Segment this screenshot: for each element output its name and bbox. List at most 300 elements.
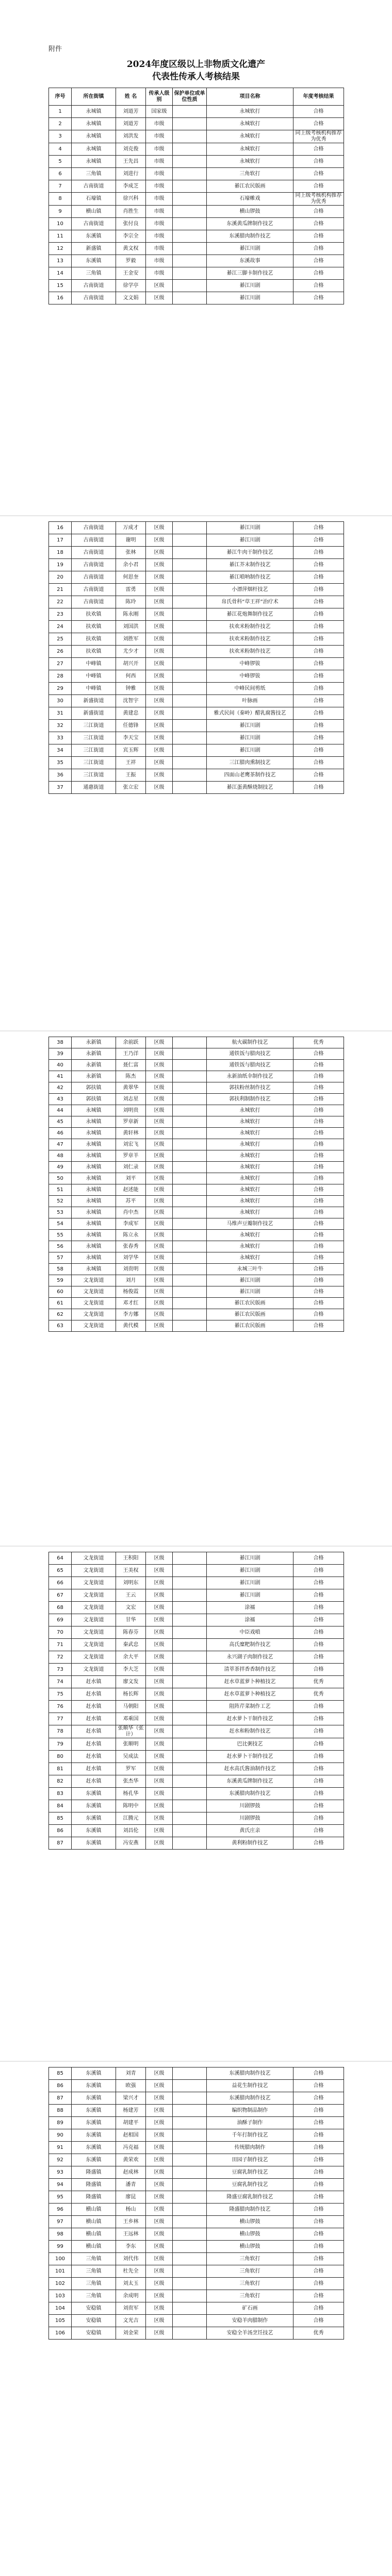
row-index: 9 [49,206,72,218]
row-unit [173,732,207,744]
row-name: 陈明中 [116,1800,146,1812]
row-project: 永城软打 [207,143,293,156]
row-index: 87 [49,1837,72,1850]
row-unit [173,2117,207,2129]
row-town: 永城镇 [72,1207,116,1218]
row-index: 80 [49,1751,72,1763]
row-result: 合格 [293,156,344,168]
row-project: 通铁饭与腊肉技艺 [207,1048,293,1060]
row-unit [173,683,207,695]
row-project: 綦江川剧 [207,1552,293,1565]
row-level: 区级 [146,670,173,683]
table-row [49,168,344,180]
row-result: 合格 [293,1286,344,1298]
row-name: 王先昌 [116,156,146,168]
row-town: 赶水镇 [72,1688,116,1701]
row-index: 99 [49,2241,72,2253]
row-result: 优秀 [293,1676,344,1688]
row-project: 东溪腊肉制作技艺 [207,2067,293,2080]
row-project: 綦江川剧 [207,744,293,757]
table-row [49,1320,344,1332]
row-result: 合格 [293,2105,344,2117]
table-row [49,658,344,670]
row-level: 区级 [146,1664,173,1676]
row-name: 李天宝 [116,732,146,744]
table-row [49,1173,344,1184]
row-level: 区级 [146,1060,173,1071]
row-result: 合格 [293,1071,344,1082]
table-row [49,2216,344,2228]
row-result: 合格 [293,1252,344,1264]
row-level: 区级 [146,2265,173,2278]
row-index: 32 [49,720,72,732]
row-result: 合格 [293,180,344,193]
row-project: 赶水和粉制作技艺 [207,1725,293,1738]
table-row [49,547,344,559]
row-level: 区级 [146,769,173,782]
row-project: 永城软打 [207,1128,293,1139]
row-index: 57 [49,1252,72,1264]
row-index: 86 [49,2080,72,2092]
row-project: 帛氏骨科“草王祥”治疗术 [207,596,293,608]
row-name: 潘青 [116,2179,146,2191]
row-result: 合格 [293,1116,344,1128]
row-result: 合格 [293,1196,344,1207]
row-project: 綦江川剧 [207,732,293,744]
row-index: 20 [49,571,72,584]
row-town: 东溪镇 [72,2092,116,2105]
row-town: 古南街道 [72,534,116,547]
row-name: 谢明 [116,534,146,547]
table-row [49,193,344,206]
row-project: 永城软打 [207,156,293,168]
row-level: 区级 [146,1800,173,1812]
row-level: 区级 [146,1320,173,1332]
row-project: 永城软打 [207,130,293,143]
row-project: 綦江川剧 [207,720,293,732]
table-row [49,1264,344,1275]
table-row [49,118,344,130]
table-row [49,1602,344,1614]
row-town: 赶水镇 [72,1701,116,1713]
row-level: 区级 [146,1614,173,1626]
row-unit [173,1264,207,1275]
row-unit [173,1048,207,1060]
row-name: 刘胜军 [116,633,146,646]
row-result: 合格 [293,267,344,280]
table-row [49,267,344,280]
table-row [49,106,344,118]
table-row [49,1071,344,1082]
row-project: 通铁饭与腊肉技艺 [207,1060,293,1071]
row-index: 48 [49,1150,72,1162]
table-row [49,1577,344,1589]
row-unit [173,2092,207,2105]
row-level: 区级 [146,1298,173,1309]
row-level: 区级 [146,2105,173,2117]
table-row [49,732,344,744]
row-level: 区级 [146,646,173,658]
row-project: 小漂萍烟杆技艺 [207,584,293,596]
row-result: 合格 [293,1298,344,1309]
table-row [49,156,344,168]
row-result: 合格 [293,1230,344,1241]
row-project: 中峰民间剪纸 [207,683,293,695]
row-name: 余前跃 [116,1037,146,1048]
row-town: 隆盛镇 [72,2166,116,2179]
row-project: 横山锣鼓 [207,2216,293,2228]
row-unit [173,757,207,769]
row-project: 川剧锣鼓 [207,1812,293,1825]
page-4 [0,1547,392,2061]
row-index: 23 [49,608,72,621]
row-result: 合格 [293,707,344,720]
row-town: 东溪镇 [72,2117,116,2129]
row-level: 区级 [146,1688,173,1701]
row-level: 区级 [146,1162,173,1173]
row-project: 高氏糜粑制作技艺 [207,1639,293,1651]
row-town: 文龙街道 [72,1577,116,1589]
header-result: 年度考核结果 [293,88,344,106]
row-result: 合格 [293,118,344,130]
row-result: 合格 [293,1614,344,1626]
row-project: 永城软打 [207,1150,293,1162]
row-index: 104 [49,2302,72,2315]
header-index: 序号 [49,88,72,106]
row-index: 58 [49,1264,72,1275]
row-unit [173,534,207,547]
row-result: 合格 [293,559,344,571]
row-town: 文龙街道 [72,1664,116,1676]
row-unit [173,243,207,255]
row-level: 区级 [146,1701,173,1713]
row-index: 88 [49,2105,72,2117]
table-row [49,1589,344,1602]
table-row [49,2166,344,2179]
table-row [49,769,344,782]
row-name: 李方娜 [116,1309,146,1320]
table-row [49,1184,344,1196]
row-index: 33 [49,732,72,744]
row-result: 合格 [293,218,344,230]
row-index: 7 [49,180,72,193]
row-town: 隆盛镇 [72,2179,116,2191]
row-level: 区级 [146,2204,173,2216]
row-index: 89 [49,2117,72,2129]
row-name: 罗章新 [116,1116,146,1128]
row-index: 85 [49,2067,72,2080]
row-name: 文文娟 [116,292,146,304]
row-level: 区级 [146,2154,173,2166]
row-town: 三江街道 [72,744,116,757]
row-name: 李成军 [116,1218,146,1230]
row-unit [173,1230,207,1241]
row-level: 市级 [146,218,173,230]
row-unit [173,2080,207,2092]
results-table-page-5 [48,2067,344,2340]
row-name: 杨长辉 [116,1688,146,1701]
row-project: 赶水萝卜干制作技艺 [207,1751,293,1763]
row-result: 合格 [293,230,344,243]
row-project: 永城软打 [207,1139,293,1150]
row-index: 14 [49,267,72,280]
row-level: 区级 [146,292,173,304]
row-project: 黄利粉制作技艺 [207,1837,293,1850]
row-result: 合格 [293,2241,344,2253]
row-town: 三角镇 [72,2253,116,2265]
row-name: 张立宏 [116,782,146,794]
row-index: 101 [49,2265,72,2278]
row-name: 刘进行 [116,168,146,180]
row-unit [173,658,207,670]
row-project: 豆腐乳制作技艺 [207,2179,293,2191]
row-town: 扶欢镇 [72,621,116,633]
row-name: 黄代模 [116,1320,146,1332]
row-index: 72 [49,1651,72,1664]
row-name: 冯克福 [116,2142,146,2154]
table-row [49,1565,344,1577]
table-row [49,1763,344,1775]
row-town: 郭扶镇 [72,1082,116,1094]
table-row [49,1788,344,1800]
row-project: 綦江农民版画 [207,1320,293,1332]
row-name: 钟雅 [116,683,146,695]
row-result: 合格 [293,1128,344,1139]
row-level: 区级 [146,1837,173,1850]
row-result: 合格 [293,547,344,559]
table-row [49,633,344,646]
row-name: 万成才 [116,522,146,534]
row-unit [173,230,207,243]
row-level: 市级 [146,193,173,206]
row-project: 东溪腊肉制作技艺 [207,2092,293,2105]
row-result: 合格 [293,1275,344,1286]
row-unit [173,2204,207,2216]
row-town: 文龙街道 [72,1565,116,1577]
row-index: 42 [49,1082,72,1094]
row-project: 横山锣鼓 [207,2228,293,2241]
row-unit [173,1298,207,1309]
row-unit [173,1800,207,1812]
row-town: 文龙街道 [72,1589,116,1602]
row-town: 新盛街道 [72,695,116,707]
row-index: 6 [49,168,72,180]
row-project: 永城软打 [207,1207,293,1218]
row-index: 13 [49,255,72,267]
row-town: 文龙街道 [72,1286,116,1298]
row-unit [173,646,207,658]
row-town: 东溪镇 [72,2080,116,2092]
table-row [49,1837,344,1850]
row-project: 益花生制作技艺 [207,2080,293,2092]
row-name: 王云 [116,1589,146,1602]
row-result: 合格 [293,1264,344,1275]
row-level: 区级 [146,1751,173,1763]
row-unit [173,1241,207,1252]
row-index: 30 [49,695,72,707]
page-2 [0,516,392,1030]
row-result: 合格 [293,292,344,304]
row-project: 永城软打 [207,1105,293,1116]
row-index: 54 [49,1218,72,1230]
row-town: 文龙街道 [72,1309,116,1320]
row-index: 3 [49,130,72,143]
row-level: 区级 [146,2241,173,2253]
row-project: 郭扶粉丝制作技艺 [207,1082,293,1094]
table-row [49,522,344,534]
row-name: 雷勇 [116,584,146,596]
row-index: 71 [49,1639,72,1651]
row-town: 安稳镇 [72,2315,116,2327]
row-index: 11 [49,230,72,243]
table-row [49,720,344,732]
row-result: 合格 [293,1602,344,1614]
row-name: 尤少才 [116,646,146,658]
row-name: 肖胜生 [116,206,146,218]
row-unit [173,1218,207,1230]
row-unit [173,1128,207,1139]
row-unit [173,707,207,720]
row-town: 东溪镇 [72,2142,116,2154]
row-name: 秦武忠 [116,1639,146,1651]
row-level: 区级 [146,1763,173,1775]
row-town: 赶水镇 [72,1676,116,1688]
row-level: 区级 [146,547,173,559]
row-result: 合格 [293,2080,344,2092]
row-project: 赶水萝卜干制作技艺 [207,1713,293,1725]
row-town: 东溪镇 [72,1837,116,1850]
row-unit [173,118,207,130]
row-unit [173,1196,207,1207]
row-result: 合格 [293,769,344,782]
table-row [49,1725,344,1738]
row-name: 刘克俊 [116,143,146,156]
table-row [49,1812,344,1825]
row-level: 区级 [146,1196,173,1207]
row-unit [173,1614,207,1626]
row-unit [173,1286,207,1298]
row-result: 合格 [293,1701,344,1713]
row-project: 永城软打 [207,1252,293,1264]
row-project: 巴比粥技艺 [207,1738,293,1751]
row-project: 传统腊肉制作 [207,2142,293,2154]
row-unit [173,2179,207,2191]
row-town: 三江街道 [72,732,116,744]
row-level: 区级 [146,1738,173,1751]
row-result: 合格 [293,1105,344,1116]
page-5 [0,2062,392,2576]
row-index: 65 [49,1565,72,1577]
table-row [49,2067,344,2080]
row-index: 27 [49,658,72,670]
row-level: 市级 [146,243,173,255]
row-name: 廖文发 [116,1676,146,1688]
row-name: 黄轩林 [116,1128,146,1139]
row-project: 三角软打 [207,2290,293,2302]
row-name: 罗章羊 [116,1150,146,1162]
table-row [49,1048,344,1060]
row-unit [173,1626,207,1639]
table-row [49,621,344,633]
row-result: 合格 [293,1162,344,1173]
row-result: 合格 [293,1139,344,1150]
row-result: 合格 [293,1241,344,1252]
row-result: 合格 [293,2315,344,2327]
row-level: 区级 [146,1626,173,1639]
row-index: 15 [49,280,72,292]
row-name: 刘代伟 [116,2253,146,2265]
page-3 [0,1031,392,1546]
row-level: 区级 [146,1173,173,1184]
row-unit [173,2302,207,2315]
row-index: 16 [49,292,72,304]
row-name: 余小君 [116,559,146,571]
table-row [49,782,344,794]
row-project: 川剧锣鼓 [207,1800,293,1812]
row-town: 古南街道 [72,584,116,596]
row-name: 梁兴才 [116,2092,146,2105]
row-index: 45 [49,1116,72,1128]
row-town: 扶欢镇 [72,633,116,646]
row-name: 张顺明 [116,1738,146,1751]
row-name: 黄文权 [116,243,146,255]
row-level: 区级 [146,1207,173,1218]
results-table-page-2 [48,521,344,794]
header-project: 项目名称 [207,88,293,106]
row-index: 73 [49,1664,72,1676]
row-result: 合格 [293,1309,344,1320]
row-town: 永城镇 [72,156,116,168]
row-index: 44 [49,1105,72,1116]
row-name: 刘道芳 [116,118,146,130]
row-unit [173,1082,207,1094]
row-level: 区级 [146,1105,173,1116]
row-result: 合格 [293,1094,344,1105]
row-result: 优秀 [293,1688,344,1701]
table-row [49,2228,344,2241]
row-level: 区级 [146,2315,173,2327]
row-town: 古南街道 [72,547,116,559]
row-level: 区级 [146,1589,173,1602]
header-level: 传承人级别 [146,88,173,106]
row-name: 聂仁富 [116,1060,146,1071]
row-town: 文龙街道 [72,1298,116,1309]
row-town: 赶水镇 [72,1738,116,1751]
row-unit [173,1037,207,1048]
row-level: 区级 [146,1725,173,1738]
row-project: 四面山老鹰茶制作技艺 [207,769,293,782]
table-row [49,1309,344,1320]
row-project: 綦江芥末制作技艺 [207,559,293,571]
row-level: 区级 [146,584,173,596]
row-project: 油酥子制作 [207,2117,293,2129]
row-index: 40 [49,1060,72,1071]
row-name: 徐学亭 [116,280,146,292]
table-row [49,1800,344,1812]
row-unit [173,168,207,180]
row-level: 区级 [146,571,173,584]
row-name: 沈智宇 [116,695,146,707]
row-unit [173,1639,207,1651]
row-level: 市级 [146,143,173,156]
row-town: 横山镇 [72,2216,116,2228]
row-name: 王远林 [116,2228,146,2241]
table-row [49,2092,344,2105]
row-project: 叶脉画 [207,695,293,707]
row-unit [173,2216,207,2228]
row-level: 区级 [146,1639,173,1651]
row-town: 赶水镇 [72,1775,116,1788]
